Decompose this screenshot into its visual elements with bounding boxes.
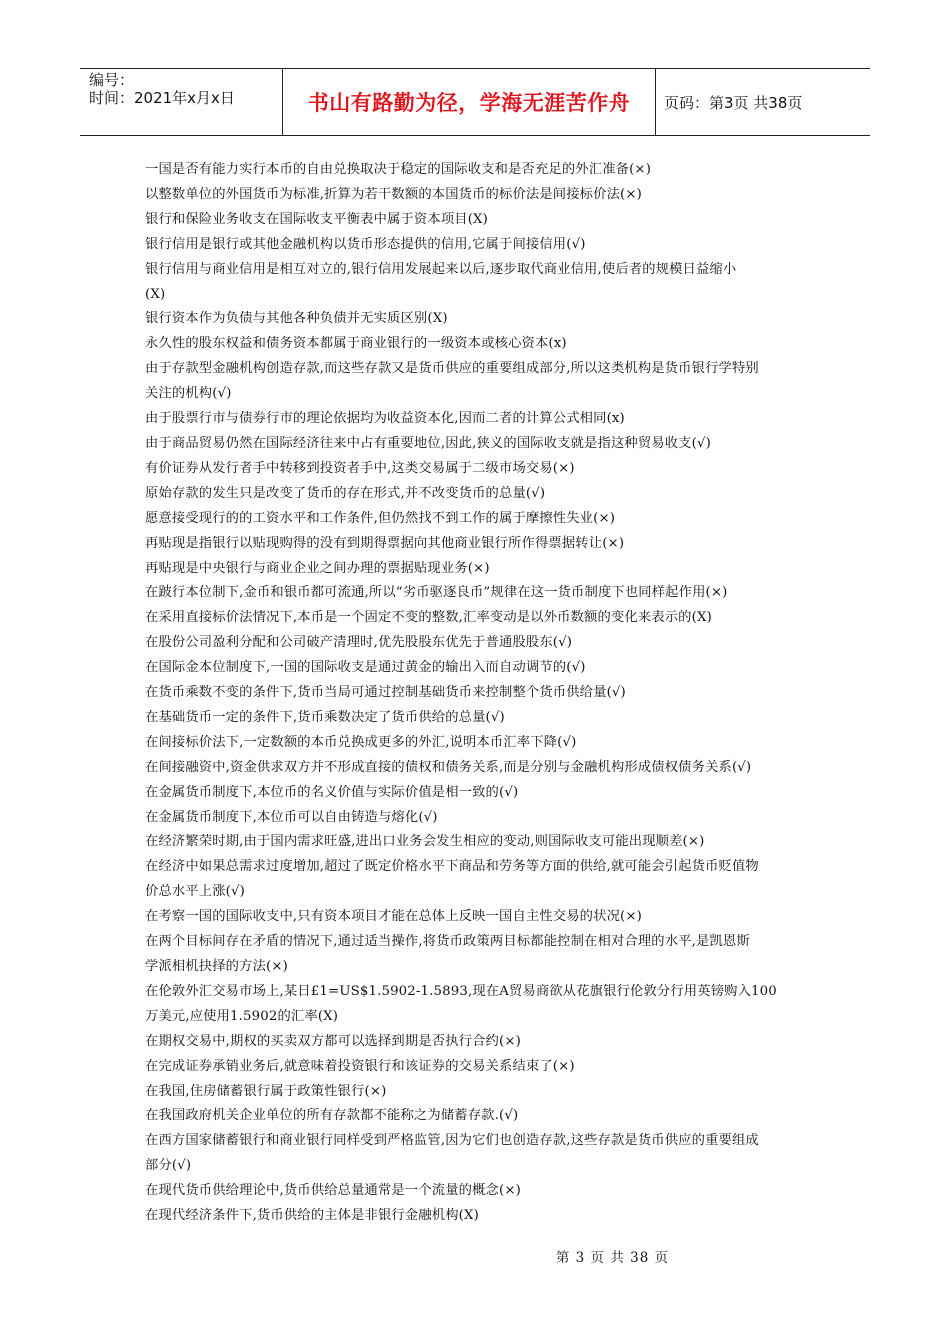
text-line: 以整数单位的外国货币为标准,折算为若干数额的本国货币的标价法是间接标价法(×) <box>145 186 642 202</box>
text-line: 在两个目标间存在矛盾的情况下,通过适当操作,将货币政策两目标都能控制在相对合理的水平,是凯恩斯 <box>145 934 750 950</box>
header-page-cell <box>656 69 870 135</box>
text-line: 有价证券从发行者手中转移到投资者手中,这类交易属于二级市场交易(×) <box>145 460 575 476</box>
text-line: 永久性的股东权益和债务资本都属于商业银行的一级资本或核心资本(x) <box>145 336 567 352</box>
page-footer <box>0 1246 950 1266</box>
text-line: 银行资本作为负债与其他各种负债并无实质区别(X) <box>145 311 448 327</box>
text-line: 在跛行本位制下,金币和银币都可流通,所以“劣币驱逐良币”规律在这一货币制度下也同样起作用(×) <box>145 585 728 601</box>
text-line: 在金属货币制度下,本位币的名义价值与实际价值是相一致的(√) <box>145 784 519 800</box>
text-line: 一国是否有能力实行本币的自由兑换取决于稳定的国际收支和是否充足的外汇准备(×) <box>145 162 652 177</box>
text-line: (X) <box>145 286 166 302</box>
footer-page-number: 第 3 页 共 38 页 <box>555 1250 670 1266</box>
text-line: 原始存款的发生只是改变了货币的存在形式,并不改变货币的总量(√) <box>145 485 546 501</box>
text-line: 在我国,住房储蓄银行属于政策性银行(×) <box>145 1083 387 1099</box>
header-motto-cell <box>283 69 656 135</box>
header-page-label: 页码：第3页 共38页 <box>664 93 803 112</box>
text-line: 在现代货币供给理论中,货币供给总量通常是一个流量的概念(×) <box>145 1183 521 1199</box>
text-line: 在股份公司盈利分配和公司破产清理时,优先股股东优先于普通股股东(√) <box>145 635 573 651</box>
text-line: 在西方国家储蓄银行和商业银行同样受到严格监管,因为它们也创造存款,这些存款是货币供应的重要组成 <box>145 1133 759 1149</box>
text-line: 在我国政府机关企业单位的所有存款都不能称之为储蓄存款.(√) <box>145 1108 519 1124</box>
text-line: 万美元,应使用1.5902的汇率(X) <box>145 1008 339 1024</box>
text-line: 在国际金本位制度下,一国的国际收支是通过黄金的输出入而自动调节的(√) <box>145 660 586 676</box>
text-line: 在基础货币一定的条件下,货币乘数决定了货币供给的总量(√) <box>145 709 505 725</box>
text-line: 再贴现是中央银行与商业企业之间办理的票据贴现业务(×) <box>145 560 490 576</box>
text-line: 在伦敦外汇交易市场上,某日£1=US$1.5902-1.5893,现在A贸易商欲从花旗银行伦敦分行用英镑购入100 <box>145 983 777 999</box>
text-line: 愿意接受现行的的工资水平和工作条件,但仍然找不到工作的属于摩擦性失业(×) <box>145 510 616 526</box>
text-line: 在间接融资中,资金供求双方并不形成直接的债权和债务关系,而是分别与金融机构形成债权债务关系(√) <box>145 759 752 775</box>
text-line: 在间接标价法下,一定数额的本币兑换成更多的外汇,说明本币汇率下降(√) <box>145 734 577 750</box>
text-line: 学派相机抉择的方法(×) <box>145 959 288 974</box>
text-line: 再贴现是指银行以贴现购得的没有到期得票据向其他商业银行所作得票据转让(×) <box>145 535 625 551</box>
page-header <box>80 68 870 136</box>
text-line: 关注的机构(√) <box>145 386 232 402</box>
text-line: 在货币乘数不变的条件下,货币当局可通过控制基础货币来控制整个货币供给量(√) <box>145 685 626 701</box>
text-line: 在完成证券承销业务后,就意味着投资银行和该证券的交易关系结束了(×) <box>145 1058 575 1074</box>
text-line: 由于商品贸易仍然在国际经济往来中占有重要地位,因此,狭义的国际收支就是指这种贸易收支(√) <box>145 435 711 451</box>
text-line: 在采用直接标价法情况下,本币是一个固定不变的整数,汇率变动是以外币数额的变化来表示的(X) <box>145 610 712 626</box>
document-number-label: 编号： <box>89 71 135 89</box>
text-line: 在经济繁荣时期,由于国内需求旺盛,进出口业务会发生相应的变动,则国际收支可能出现顺差(×) <box>145 834 705 850</box>
text-line: 由于股票行市与债券行市的理论依据均为收益资本化,因而二者的计算公式相同(x) <box>145 411 625 427</box>
text-line: 在金属货币制度下,本位币可以自由铸造与熔化(√) <box>145 809 438 825</box>
text-line: 在期权交易中,期权的买卖双方都可以选择到期是否执行合约(×) <box>145 1033 521 1049</box>
text-line: 在现代经济条件下,货币供给的主体是非银行金融机构(X) <box>145 1208 479 1224</box>
text-line: 由于存款型金融机构创造存款,而这些存款又是货币供应的重要组成部分,所以这类机构是货币银行学特别 <box>145 361 759 377</box>
document-body <box>145 158 810 1229</box>
text-line: 银行信用与商业信用是相互对立的,银行信用发展起来以后,逐步取代商业信用,使后者的规模日益缩小 <box>145 261 737 277</box>
header-meta <box>80 69 283 135</box>
header-motto: 书山有路勤为径，学海无涯苦作舟 <box>307 91 631 115</box>
text-line: 价总水平上涨(√) <box>145 884 245 900</box>
text-line: 银行信用是银行或其他金融机构以货币形态提供的信用,它属于间接信用(√) <box>145 236 586 252</box>
text-line: 部分(√) <box>145 1158 192 1174</box>
text-line: 在考察一国的国际收支中,只有资本项目才能在总体上反映一国自主性交易的状况(×) <box>145 909 642 925</box>
text-line: 银行和保险业务收支在国际收支平衡表中属于资本项目(X) <box>145 211 489 227</box>
document-date-label: 时间：2021年x月x日 <box>89 89 235 107</box>
text-line: 在经济中如果总需求过度增加,超过了既定价格水平下商品和劳务等方面的供给,就可能会引起货币贬值物 <box>145 859 759 875</box>
